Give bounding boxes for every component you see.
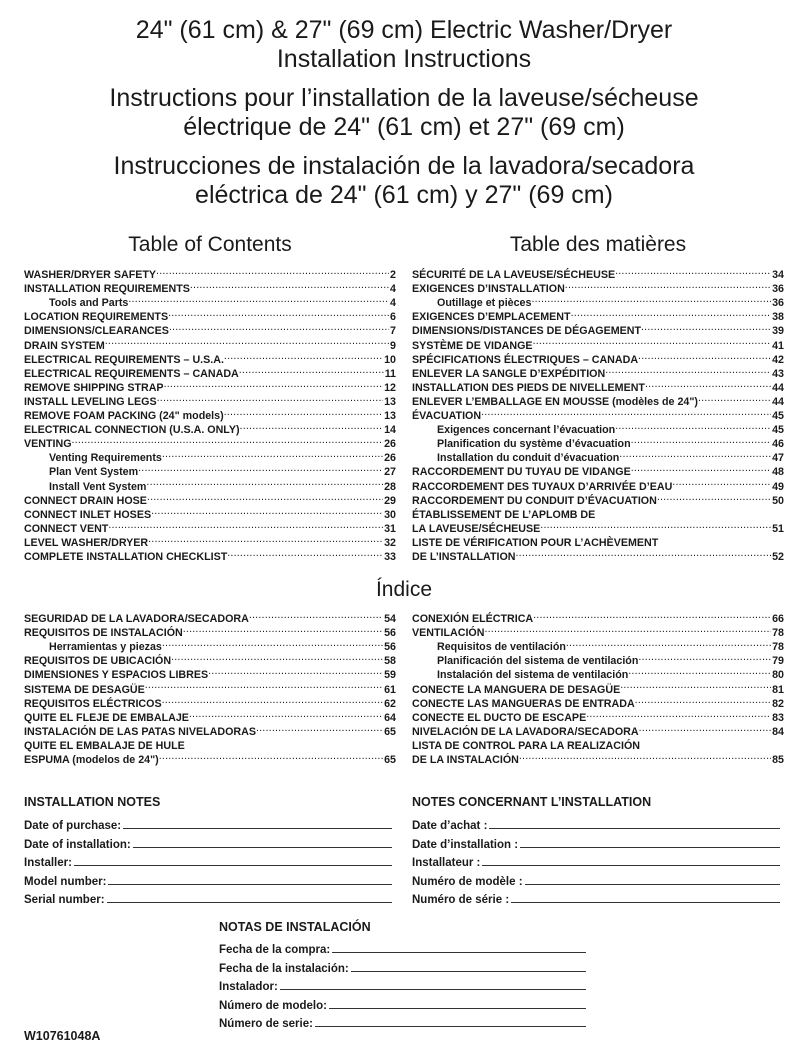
toc-entry-leader [565, 278, 771, 292]
toc-entry-leader [566, 636, 771, 650]
toc-entry-page: 7 [390, 325, 396, 338]
toc-entry-label: NIVELACIÓN DE LA LAVADORA/SECADORA [412, 725, 639, 738]
toc-entry-page: 45 [772, 410, 784, 423]
toc-entry-label: ELECTRICAL REQUIREMENTS – CANADA [24, 367, 239, 380]
toc-entry [24, 608, 396, 626]
note-field-line[interactable] [482, 864, 780, 866]
toc-entry-page: 81 [772, 683, 784, 696]
toc-entry-label: Requisitos de ventilación [437, 641, 566, 654]
toc-entry-page: 39 [772, 325, 784, 338]
toc-entry-label: Installation du conduit d’évacuation [437, 452, 620, 465]
toc-entry-label: Tools and Parts [49, 297, 129, 310]
toc-entry-page: 31 [384, 522, 396, 535]
toc-entry-page: 56 [384, 627, 396, 640]
toc-entry-label: ELECTRICAL CONNECTION (U.S.A. ONLY) [24, 424, 240, 437]
toc-entry-label: EXIGENCES D’INSTALLATION [412, 283, 565, 296]
note-field[interactable] [219, 1012, 586, 1030]
toc-entry-page: 36 [772, 297, 784, 310]
toc-entry-leader [256, 721, 383, 735]
note-field[interactable] [412, 888, 780, 906]
toc-entry-label: ENLEVER LA SANGLE D’EXPÉDITION [412, 367, 606, 380]
toc-entry-label: Planification du système d’évacuation [437, 438, 631, 451]
toc-entry-leader [672, 475, 771, 489]
title-es-line1: Instrucciones de instalación de la lavadora/secadora [113, 152, 695, 180]
note-field[interactable] [24, 888, 392, 906]
title-fr-line2: électrique de 24" (61 cm) et 27" (69 cm) [183, 113, 625, 141]
note-field-label: Instalador: [219, 981, 278, 993]
note-field-label: Date d’installation : [412, 838, 519, 851]
toc-entry-page: 42 [772, 353, 784, 366]
note-field-line[interactable] [332, 951, 586, 953]
toc-entry-page: 33 [384, 550, 396, 563]
document-code: W10761048A [24, 1029, 101, 1043]
toc-entry-label: RACCORDEMENT DU CONDUIT D’ÉVACUATION [412, 494, 657, 507]
note-field-line[interactable] [74, 864, 392, 866]
toc-entry-leader [615, 419, 771, 433]
note-field-line[interactable] [107, 901, 392, 903]
toc-entry [24, 264, 396, 282]
toc-entry-leader [641, 320, 771, 334]
note-field-line[interactable] [280, 988, 586, 990]
note-field[interactable] [24, 870, 392, 888]
toc-entry-page: 65 [384, 725, 396, 738]
toc-entry-label: INSTALACIÓN DE LAS PATAS NIVELADORAS [24, 725, 256, 738]
toc-entry-label: CONEXIÓN ELÉCTRICA [412, 613, 534, 626]
note-field-line[interactable] [133, 846, 392, 848]
toc-entry-label: INSTALLATION REQUIREMENTS [24, 283, 190, 296]
toc-entry-page: 80 [772, 669, 784, 682]
note-field-line[interactable] [511, 901, 780, 903]
toc-entry-leader [620, 678, 771, 692]
toc-entry-page: 41 [772, 339, 784, 352]
toc-entry [24, 447, 396, 465]
toc-entry-label: LEVEL WASHER/DRYER [24, 536, 149, 549]
toc-entry-label: DE L’INSTALLATION [412, 550, 516, 563]
toc-entry-label: Outillage et pièces [437, 297, 532, 310]
toc-entry-leader [162, 693, 384, 707]
note-field[interactable] [412, 870, 780, 888]
toc-entry-leader [249, 608, 383, 622]
toc-entry-page: 44 [772, 381, 784, 394]
note-field-line[interactable] [489, 827, 780, 829]
toc-es-right-list [412, 608, 784, 767]
toc-entry-label: ÉTABLISSEMENT DE L’APLOMB DE [412, 508, 596, 521]
toc-entry-label: VENTILACIÓN [412, 627, 485, 640]
toc-entry-leader [169, 320, 389, 334]
toc-entry-label: Planificación del sistema de ventilación [437, 655, 639, 668]
toc-entry-leader [171, 650, 383, 664]
toc-entry-label: ÉVACUATION [412, 410, 482, 423]
toc-entry-leader [239, 363, 384, 377]
toc-entry-label: SÉCURITÉ DE LA LAVEUSE/SÉCHEUSE [412, 269, 616, 282]
toc-entry-label: Herramientas y piezas [49, 641, 162, 654]
toc-entry-page: 51 [772, 522, 784, 535]
toc-entry-leader [148, 532, 383, 546]
toc-entry-page: 9 [390, 339, 396, 352]
toc-entry-page: 46 [772, 438, 784, 451]
toc-entry-leader [157, 391, 383, 405]
note-field-line[interactable] [329, 1007, 586, 1009]
note-field[interactable] [24, 814, 392, 832]
toc-entry-label: Plan Vent System [49, 466, 139, 479]
toc-entry-leader [240, 419, 384, 433]
toc-entry-label: REQUISITOS DE INSTALACIÓN [24, 627, 183, 640]
title-fr-line1: Instructions pour l’installation de la laveuse/sécheuse [109, 84, 699, 112]
note-field-label: Date of installation: [24, 838, 131, 851]
note-field[interactable] [219, 938, 586, 956]
toc-entry-label: CONNECT DRAIN HOSE [24, 494, 147, 507]
toc-entry-label: COMPLETE INSTALLATION CHECKLIST [24, 550, 228, 563]
note-field-line[interactable] [351, 970, 586, 972]
note-field-label: Numéro de série : [412, 894, 510, 906]
toc-entry-label: SEGURIDAD DE LA LAVADORA/SECADORA [24, 613, 249, 626]
note-field-label: Número de modelo: [219, 999, 327, 1012]
toc-entry-page: 58 [384, 655, 396, 668]
toc-entry-page: 11 [384, 367, 396, 380]
toc-entry-label: QUITE EL EMBALAJE DE HULE [24, 739, 185, 752]
toc-entry-page: 64 [384, 711, 396, 724]
toc-entry-page: 28 [384, 480, 396, 493]
toc-entry-page: 62 [384, 697, 396, 710]
toc-entry-leader [168, 306, 389, 320]
note-field-label: Número de serie: [219, 1018, 313, 1030]
toc-entry-label: VENTING [24, 438, 72, 451]
toc-entry-leader [147, 490, 383, 504]
toc-entry-leader [640, 735, 783, 749]
toc-entry-leader [105, 334, 389, 348]
toc-entry-page: 85 [772, 754, 784, 767]
notes-en-heading: INSTALLATION NOTES [24, 795, 161, 809]
toc-entry-label: QUITE EL FLEJE DE EMBALAJE [24, 711, 189, 724]
toc-entry-leader [227, 546, 383, 560]
toc-entry-page: 6 [390, 311, 396, 324]
note-field-line[interactable] [108, 883, 392, 885]
toc-entry-page: 30 [384, 508, 396, 521]
toc-entry-label: CONECTE LA MANGUERA DE DESAGÜE [412, 683, 621, 696]
toc-entry-leader [645, 377, 771, 391]
toc-entry-page: 14 [384, 424, 396, 437]
toc-entry-leader [208, 664, 383, 678]
toc-entry-leader [631, 461, 771, 475]
note-field[interactable] [24, 833, 392, 851]
toc-entry-label: REQUISITOS ELÉCTRICOS [24, 697, 162, 710]
toc-entry-page: 34 [772, 269, 784, 282]
toc-entry-page: 13 [384, 395, 396, 408]
toc-entry-label: REMOVE SHIPPING STRAP [24, 381, 164, 394]
note-field[interactable] [219, 957, 586, 975]
toc-entry [24, 433, 396, 451]
toc-entry-leader [164, 377, 384, 391]
note-field-label: Model number: [24, 875, 107, 888]
toc-entry-leader [638, 349, 771, 363]
toc-entry-leader [595, 504, 783, 518]
toc-entry-label: LISTE DE VÉRIFICATION POUR L’ACHÈVEMENT [412, 536, 659, 549]
toc-entry-page: 2 [390, 269, 396, 282]
toc-es-heading: Índice [375, 578, 433, 601]
toc-entry-leader [516, 546, 772, 560]
toc-entry-label: Instalación del sistema de ventilación [437, 669, 629, 682]
toc-entry-page: 12 [384, 381, 396, 394]
notes-fr-heading: NOTES CONCERNANT L’INSTALLATION [412, 795, 652, 809]
toc-entry-label: DIMENSIONES Y ESPACIOS LIBRES [24, 669, 209, 682]
toc-entry-page: 47 [772, 452, 784, 465]
toc-entry-page: 59 [384, 669, 396, 682]
toc-entry-leader [638, 650, 771, 664]
toc-entry-label: RACCORDEMENT DES TUYAUX D’ARRIVÉE D’EAU [412, 480, 673, 493]
toc-entry-leader [138, 461, 383, 475]
toc-entry-leader [533, 334, 772, 348]
toc-entry-leader [190, 278, 389, 292]
toc-entry-leader [628, 664, 771, 678]
toc-entry-leader [519, 749, 771, 763]
toc-entry-page: 78 [772, 641, 784, 654]
toc-entry-leader [224, 349, 383, 363]
toc-entry-label: Venting Requirements [49, 452, 162, 465]
toc-entry-page: 4 [390, 297, 396, 310]
note-field-line[interactable] [315, 1025, 586, 1027]
toc-entry-leader [183, 622, 383, 636]
toc-entry-page: 79 [772, 655, 784, 668]
toc-entry-leader [224, 405, 383, 419]
toc-entry-leader [605, 363, 771, 377]
toc-en-list [24, 264, 396, 563]
toc-entry-label: Exigences concernant l’évacuation [437, 424, 616, 437]
toc-entry-label: Install Vent System [49, 480, 147, 493]
toc-entry-label: INSTALL LEVELING LEGS [24, 395, 157, 408]
toc-entry-leader [540, 518, 771, 532]
toc-entry-page: 29 [384, 494, 396, 507]
toc-entry-leader [631, 433, 771, 447]
note-field[interactable] [412, 814, 780, 832]
toc-entry-label: REQUISITOS DE UBICACIÓN [24, 655, 172, 668]
toc-entry-page: 66 [772, 613, 784, 626]
toc-entry-label: SYSTÈME DE VIDANGE [412, 339, 533, 352]
toc-entry-page: 50 [772, 494, 784, 507]
toc-entry-leader [128, 292, 389, 306]
note-field[interactable] [412, 833, 780, 851]
toc-entry-leader [151, 504, 383, 518]
note-field-line[interactable] [123, 827, 392, 829]
toc-entry-label: DIMENSIONS/DISTANCES DE DÉGAGEMENT [412, 325, 642, 338]
title-en-line1: 24" (61 cm) & 27" (69 cm) Electric Washer/Dryer [135, 16, 673, 44]
toc-entry-page: 13 [384, 410, 396, 423]
note-field-label: Date d’achat : [412, 820, 488, 832]
toc-entry-label: DIMENSIONS/CLEARANCES [24, 325, 169, 338]
toc-entry-label: CONNECT INLET HOSES [24, 508, 152, 521]
toc-entry-page: 26 [384, 452, 396, 465]
toc-entry-leader [145, 678, 383, 692]
toc-entry-label: SPÉCIFICATIONS ÉLECTRIQUES – CANADA [412, 353, 639, 366]
note-field[interactable] [219, 994, 586, 1012]
toc-entry-label: INSTALLATION DES PIEDS DE NIVELLEMENT [412, 381, 645, 394]
note-field-label: Date of purchase: [24, 820, 122, 832]
toc-entry-leader [185, 735, 395, 749]
toc-entry-label: CONECTE EL DUCTO DE ESCAPE [412, 711, 587, 724]
toc-entry [412, 264, 784, 282]
note-field-line[interactable] [525, 883, 780, 885]
note-field[interactable] [412, 851, 780, 869]
toc-entry-leader [698, 391, 771, 405]
toc-entry-page: 26 [384, 438, 396, 451]
note-field-label: Installer: [24, 857, 72, 869]
toc-entry-page: 54 [384, 613, 396, 626]
note-field-label: Serial number: [24, 894, 105, 906]
toc-entry-label: REMOVE FOAM PACKING (24" models) [24, 410, 224, 423]
toc-entry-leader [657, 490, 771, 504]
note-field[interactable] [24, 851, 392, 869]
toc-entry [412, 608, 784, 626]
toc-entry-label: LA LAVEUSE/SÉCHEUSE [412, 522, 541, 535]
toc-entry-label: EXIGENCES D’EMPLACEMENT [412, 311, 571, 324]
toc-entry-leader [658, 532, 783, 546]
toc-entry-page: 38 [772, 311, 784, 324]
toc-entry-leader [146, 475, 383, 489]
toc-entry-leader [484, 622, 771, 636]
toc-entry-page: 84 [772, 725, 784, 738]
note-field-label: Numéro de modèle : [412, 875, 523, 888]
toc-entry-leader [615, 264, 771, 278]
toc-entry-label: RACCORDEMENT DU TUYAU DE VIDANGE [412, 466, 631, 479]
toc-entry-page: 61 [384, 683, 396, 696]
toc-entry-label: CONNECT VENT [24, 522, 109, 535]
toc-entry-label: CONECTE LAS MANGUERAS DE ENTRADA [412, 697, 635, 710]
toc-es-left-list [24, 608, 396, 767]
title-en-line2: Installation Instructions [276, 45, 532, 73]
toc-entry-page: 32 [384, 536, 396, 549]
note-field-line[interactable] [520, 846, 780, 848]
toc-entry-label: SISTEMA DE DESAGÜE [24, 683, 145, 696]
toc-entry-label: ESPUMA (modelos de 24") [24, 754, 159, 767]
toc-entry-page: 49 [772, 480, 784, 493]
toc-entry-page: 56 [384, 641, 396, 654]
toc-entry-page: 65 [384, 754, 396, 767]
toc-entry-page: 83 [772, 711, 784, 724]
toc-entry-leader [162, 636, 383, 650]
note-field-label: Fecha de la compra: [219, 944, 331, 956]
toc-entry-leader [639, 721, 771, 735]
toc-entry-page: 78 [772, 627, 784, 640]
toc-fr-list [412, 264, 784, 563]
toc-entry-label: WASHER/DRYER SAFETY [24, 269, 157, 282]
toc-entry-leader [72, 433, 384, 447]
note-field-label: Installateur : [412, 857, 481, 869]
note-field-label: Fecha de la instalación: [219, 962, 349, 975]
toc-entry-label: LISTA DE CONTROL PARA LA REALIZACIÓN [412, 739, 640, 752]
toc-entry-leader [108, 518, 383, 532]
toc-entry-page: 45 [772, 424, 784, 437]
toc-entry-leader [571, 306, 772, 320]
toc-entry-leader [619, 447, 771, 461]
toc-entry-label: DE LA INSTALACIÓN [412, 754, 519, 767]
toc-entry-page: 48 [772, 466, 784, 479]
toc-entry-page: 36 [772, 283, 784, 296]
toc-entry-label: LOCATION REQUIREMENTS [24, 311, 169, 324]
toc-entry-page: 27 [384, 466, 396, 479]
notes-es-heading: NOTAS DE INSTALACIÓN [219, 920, 371, 934]
title-es-line2: eléctrica de 24" (61 cm) y 27" (69 cm) [195, 181, 613, 209]
toc-entry-label: ELECTRICAL REQUIREMENTS – U.S.A. [24, 353, 224, 366]
toc-en-heading: Table of Contents [128, 233, 292, 256]
toc-entry-leader [531, 292, 771, 306]
toc-entry-leader [533, 608, 771, 622]
toc-entry-page: 44 [772, 395, 784, 408]
toc-entry-leader [162, 447, 383, 461]
toc-entry-page: 43 [772, 367, 784, 380]
toc-entry-leader [156, 264, 389, 278]
toc-entry-page: 10 [384, 353, 396, 366]
toc-entry-page: 82 [772, 697, 784, 710]
toc-entry-label: ENLEVER L’EMBALLAGE EN MOUSSE (modèles de 24") [412, 395, 698, 408]
toc-entry-leader [635, 693, 771, 707]
toc-entry-leader [586, 707, 771, 721]
note-field[interactable] [219, 975, 586, 993]
toc-entry-page: 52 [772, 550, 784, 563]
toc-entry-label: DRAIN SYSTEM [24, 339, 105, 352]
toc-entry-page: 4 [390, 283, 396, 296]
toc-entry-leader [189, 707, 383, 721]
toc-fr-heading: Table des matières [509, 233, 687, 256]
toc-entry-leader [159, 749, 383, 763]
toc-entry-leader [481, 405, 771, 419]
